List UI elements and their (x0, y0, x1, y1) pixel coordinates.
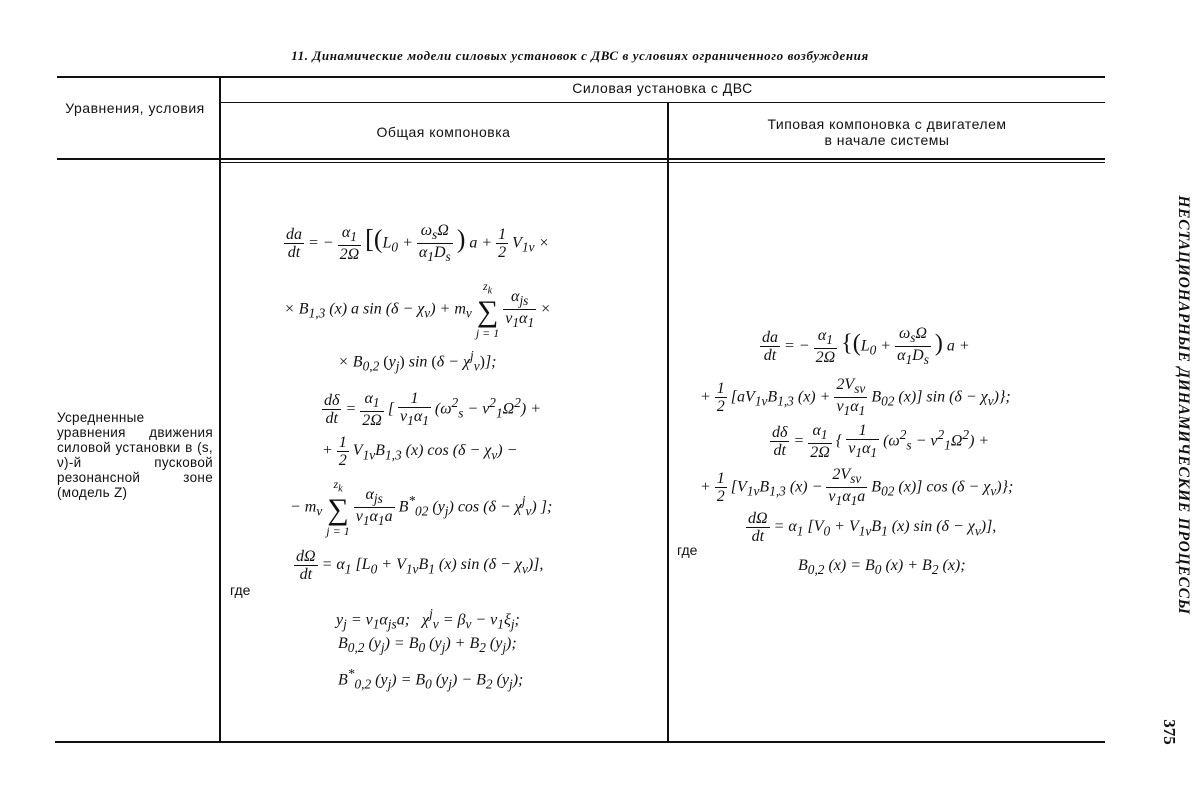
header-subrule-left (220, 162, 667, 163)
col1-eq-da-line2: × $B_{1,3}$ (x) a $\sin (\delta - \chi_\nu) + m_\nu$ $z_k$ ∑ j = 1 $\frac{\alpha_{js}}{\nu_1\alpha_1}$ × (284, 279, 551, 341)
col2-eq-da-line1: $\frac{da}{dt}$ = − $\frac{\alpha_1}{2\Omega}$ {($L_0$ + $\frac{\omega_s\Omega}{\alpha_1D_s}$ ) a + (762, 325, 970, 368)
page-number (1156, 712, 1182, 752)
group-header: Силовая установка с ДВС (572, 80, 753, 96)
side-title-text: НЕСТАЦИОНАРНЫЕ ДИНАМИЧЕСКИЕ ПРОЦЕССЫ (1175, 195, 1192, 615)
running-head: 11. Динамические модели силовых установок с ДВС в условиях ограниченного возбуждения (291, 48, 869, 63)
stub-column-rule (219, 77, 221, 741)
col1-eq-da-line3: × $B_{0,2}$ $(y_j)$ $\sin (\delta - \chi^j_\nu)$]; (338, 348, 497, 374)
col2-eq-da-line2: + $\frac{1}{2}$ [$aV_{1\nu}B_{1,3}$ (x) + $\frac{2V_{s\nu}}{\nu_1\alpha_1}$ $B_{02}$ (x)] $\sin (\delta - \chi_\nu)$}; (700, 376, 1011, 419)
table-top-rule (57, 76, 1105, 78)
table-bottom-rule (55, 741, 1105, 743)
col2-header-line1: Типовая компоновка с двигателем (767, 116, 1007, 132)
header-subrule-right (669, 162, 1105, 163)
col1-eq-ddelta-line1: $\frac{d\delta}{dt}$ = $\frac{\alpha_1}{2\Omega}$ [ $\frac{1}{\nu_1\alpha_1}$ $(\omega^2_s - \nu^2_1\Omega^2)$ + (324, 390, 542, 430)
col1-def-b02-star: $B^*_{0,2}$ $(y_j) = B_0$ $(y_j) - B_2$ $(y_j)$; (338, 666, 524, 692)
row-label: Усредненные уравнения движения силовой установки в (s, ν)-й пусковой резонансной зоне (модель Z) (57, 410, 213, 500)
header-bottom-rule (57, 158, 1105, 160)
col2-header-line2: в начале системы (824, 132, 950, 148)
col2-eq-ddelta-line2: + $\frac{1}{2}$ [$V_{1\nu}B_{1,3}$ (x) − $\frac{2V_{s\nu}}{\nu_1\alpha_1a}$ $B_{02}$ (x)] $\cos (\delta - \chi_\nu)$}; (700, 466, 1014, 509)
stub-header (60, 100, 210, 116)
stub-header-text: Уравнения, условия (65, 100, 205, 116)
col1-eq-da-line1: $\frac{da}{dt}$ = − $\frac{\alpha_1}{2\Omega}$ [($L_0$ + $\frac{\omega_s\Omega}{\alpha_1D_s}$ ) a + $\frac{1}{2}$ $V_{1\nu}$ × (286, 222, 550, 265)
col2-def-b02: $B_{0,2}$ $(x) = B_0$ $(x) + B_2$ (x); (798, 557, 966, 578)
col2-eq-domega: $\frac{d\Omega}{dt}$ = $\alpha_1$ [$V_0 + V_{1\nu}B_1$ (x) $\sin (\delta - \chi_\nu)$], (748, 510, 997, 545)
col1-eq-domega: $\frac{d\Omega}{dt}$ = $\alpha_1$ [$L_0 + V_{1\nu}B_1$ (x) $\sin (\delta - \chi_\nu)$], (296, 548, 544, 583)
group-header-rule (220, 102, 1105, 103)
side-title (1168, 195, 1198, 615)
col2-eq-ddelta-line1: $\frac{d\delta}{dt}$ = $\frac{\alpha_1}{2\Omega}$ { $\frac{1}{\nu_1\alpha_1}$ $(\omega^2_s - \nu^2_1\Omega^2)$ + (772, 422, 990, 462)
col1-def-b02: $B_{0,2}$ $(y_j) = B_0$ $(y_j) + B_2$ $(y_j)$; (338, 635, 517, 656)
column-divider-rule (667, 103, 669, 741)
page-number-text: 375 (1160, 719, 1179, 745)
col1-eq-ddelta-line2: + $\frac{1}{2}$ $V_{1\nu}B_{1,3}$ (x) $\cos (\delta - \chi_\nu)$ − (322, 434, 518, 469)
col1-header: Общая компоновка (376, 124, 511, 140)
col1-def-y: $y_j = \nu_1\alpha_{js}a$; $\chi^j_\nu = \beta_\nu - \nu_1\xi_j$; (336, 606, 520, 632)
col2-header (669, 116, 1105, 148)
col1-eq-ddelta-line3: − $m_\nu$ $z_k$ ∑ j = 1 $\frac{\alpha_{js}}{\nu_1\alpha_1a}$ $B^*_{02}$ $(y_j)$ $\cos (\delta - \chi^j_\nu)$ ]; (290, 477, 553, 539)
col2-where: где (677, 542, 698, 558)
col1-where: где (230, 582, 251, 598)
